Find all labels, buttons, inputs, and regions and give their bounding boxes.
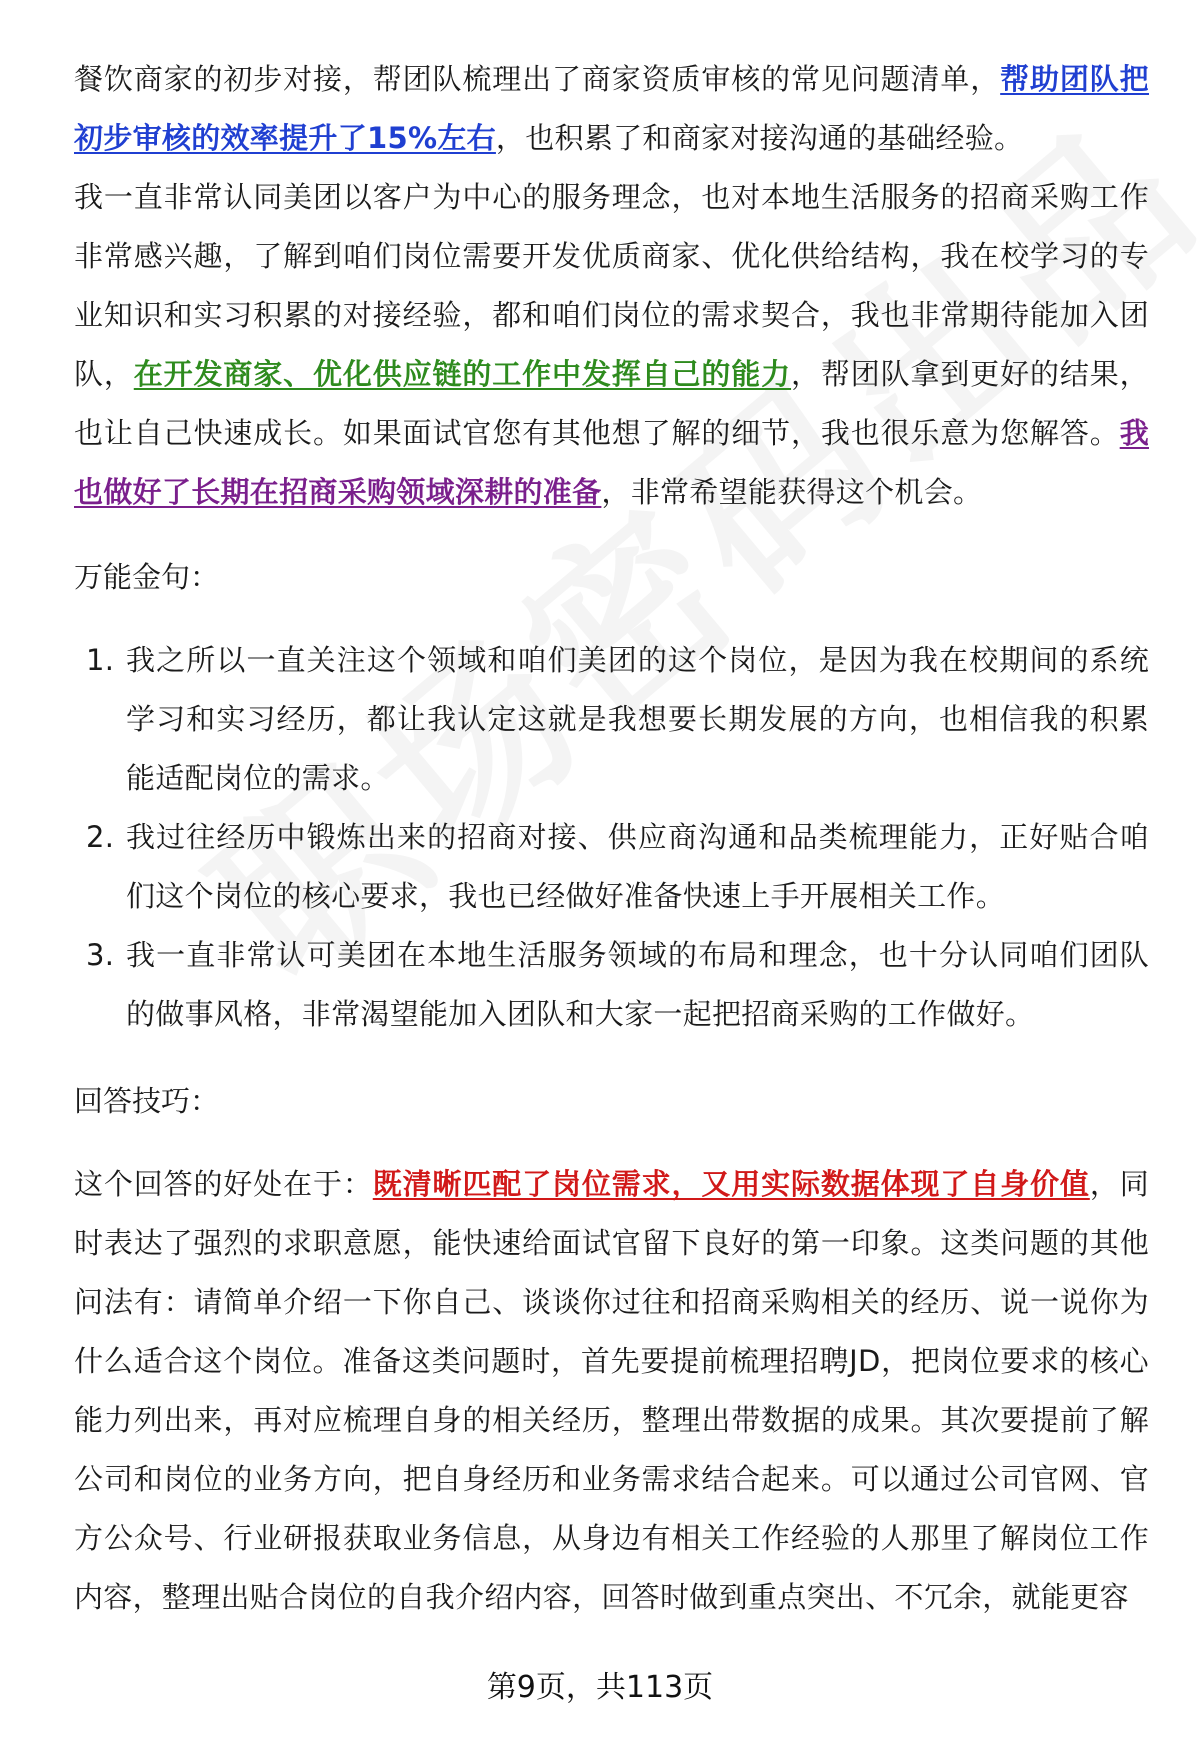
paragraph-motivation [74,168,1149,522]
list-item [74,926,1149,1044]
list-item [74,631,1149,808]
paragraph-text: 这个回答的好处在于： [74,1167,373,1201]
paragraph-text: ，同时表达了强烈的求职意愿，能快速给面试官留下良好的第一印象。这类问题的其他问法有：请简单介绍一下你自己、谈谈你过往和招商采购相关的经历、说一说你为什么适合这个岗位。准备这类问题时，首先要提前梳理招聘JD，把岗位要求的核心能力列出来，再对应梳理自身的相关经历，整理出带数据的成果。其次要提前了解公司和岗位的业务方向，把自身经历和业务需求结合起来。可以通过公司官网、官方公众号、行业研报获取业务信息，从身边有相关工作经验的人那里了解岗位工作内容，整理出贴合岗位的自我介绍内容，回答时做到重点突出、不冗余，就能更容 [74,1167,1149,1614]
list-item-text: 我一直非常认可美团在本地生活服务领域的布局和理念，也十分认同咱们团队的做事风格，非常渴望能加入团队和大家一起把招商采购的工作做好。 [126,938,1149,1031]
heading-answer-tips: 回答技巧： [74,1084,220,1118]
list-number: 2. [86,820,115,854]
paragraph-text: ，也积累了和商家对接沟通的基础经验。 [495,121,1024,155]
paragraph-text: 我一直非常认同美团以客户为中心的服务理念，也对本地生活服务的招商采购工作非常感兴趣，了解到咱们岗位需要开发优质商家、优化供给结构，我在校学习的专业知识和实习积累的对接经验，都和咱们岗位的需求契合，我也非常期待能加入团队， [74,180,1149,391]
page-number: 第9页，共113页 [486,1670,714,1705]
paragraph-experience [74,50,1149,168]
highlight-ability: 在开发商家、优化供应链的工作中发挥自己的能力 [133,357,792,391]
list-item-text: 我之所以一直关注这个领域和咱们美团的这个岗位，是因为我在校期间的系统学习和实习经历，都让我认定这就是我想要长期发展的方向，也相信我的积累能适配岗位的需求。 [126,643,1149,795]
list-item-text: 我过往经历中锻炼出来的招商对接、供应商沟通和品类梳理能力，正好贴合咱们这个岗位的核心要求，我也已经做好准备快速上手开展相关工作。 [126,820,1149,913]
paragraph-tips [74,1155,1149,1627]
golden-sentence-list [74,631,1149,1044]
document-body [74,50,1149,1627]
paragraph-text: ，非常希望能获得这个机会。 [601,475,983,509]
highlight-efficiency: 帮助团队把初步审核的效率提升了15%左右 [74,62,1149,155]
heading-golden-sentences: 万能金句： [74,560,220,594]
list-number: 1. [86,643,115,677]
list-item [74,808,1149,926]
paragraph-text: 餐饮商家的初步对接，帮团队梳理出了商家资质审核的常见问题清单， [74,62,1001,96]
list-number: 3. [86,938,115,972]
highlight-value: 既清晰匹配了岗位需求，又用实际数据体现了自身价值 [372,1167,1090,1201]
highlight-commitment: 我也做好了长期在招商采购领域深耕的准备 [74,416,1149,509]
paragraph-text: ，帮团队拿到更好的结果，也让自己快速成长。如果面试官您有其他想了解的细节，我也很乐意为您解答。 [74,357,1149,450]
